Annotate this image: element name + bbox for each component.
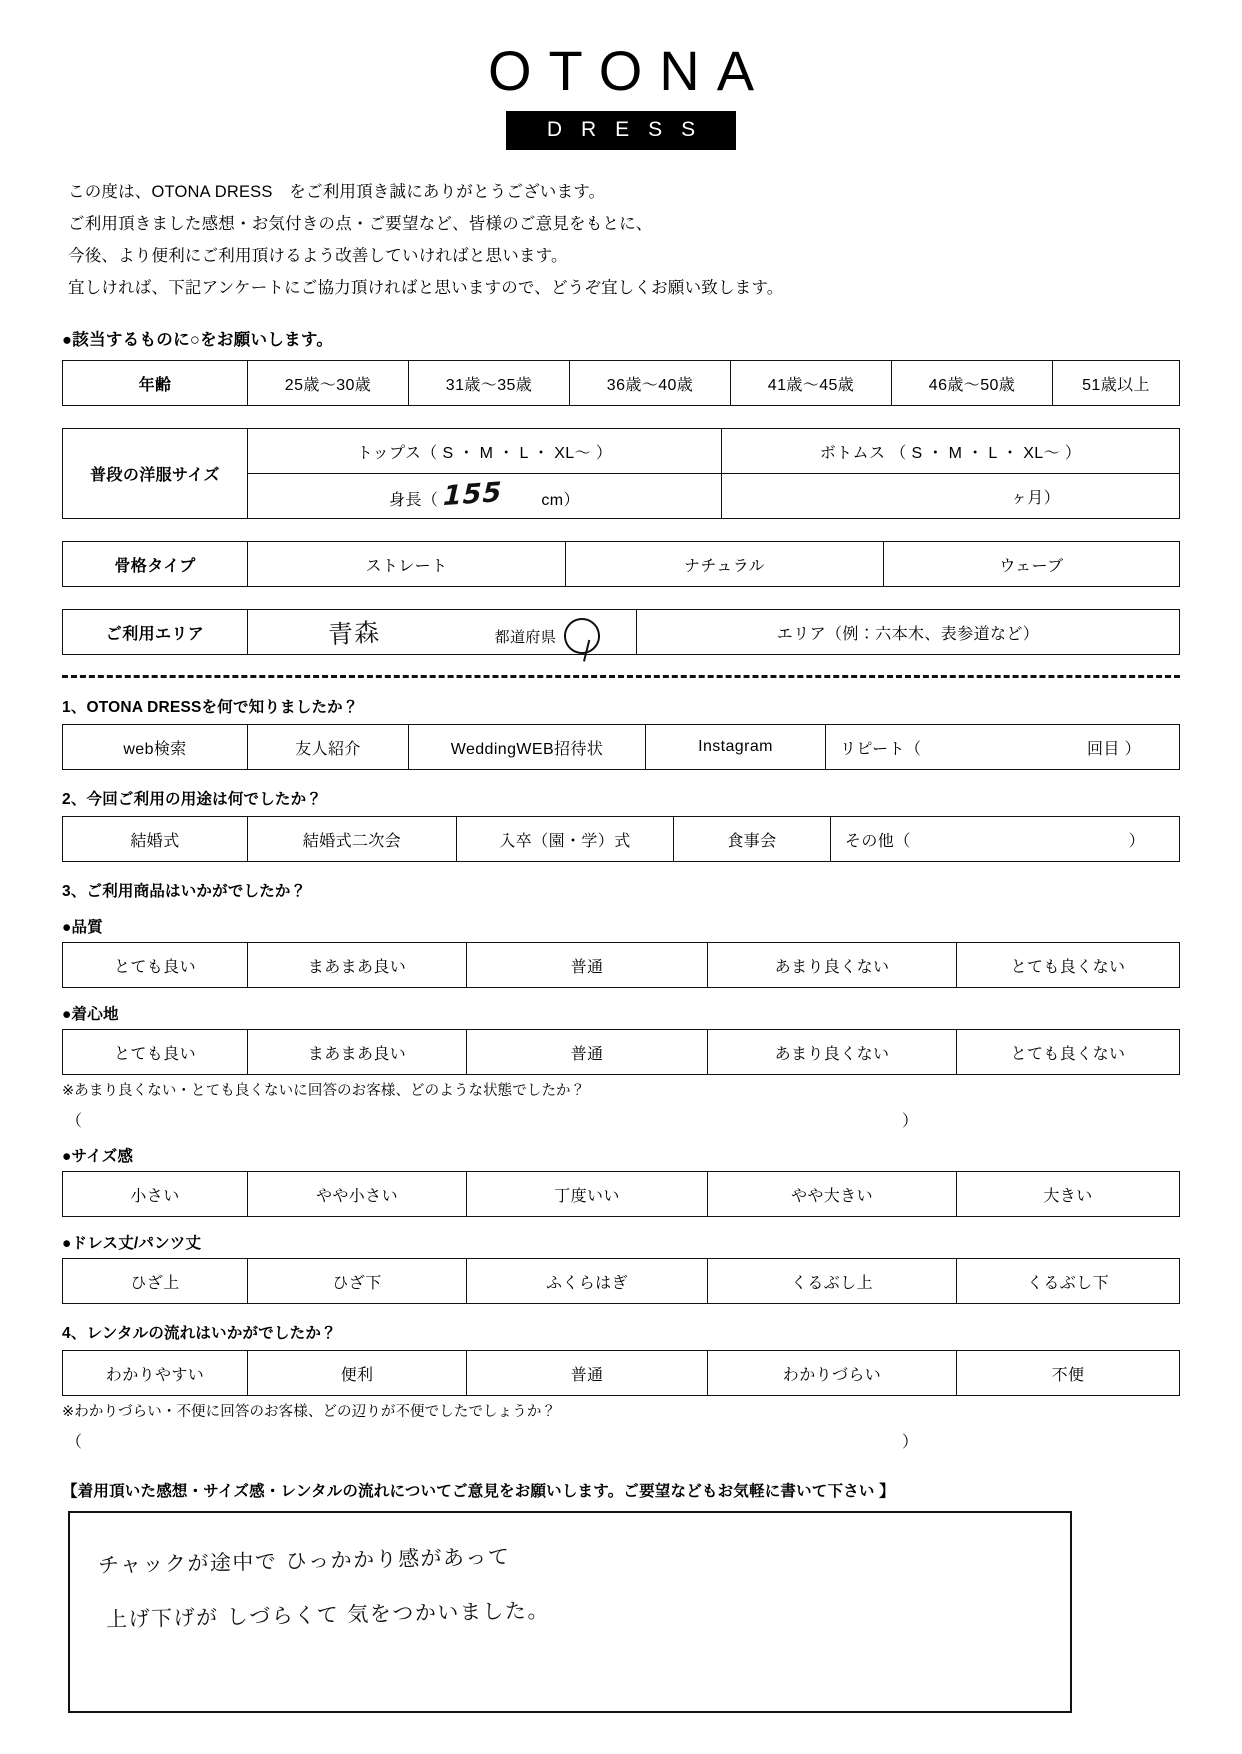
age-label: 年齢 — [63, 361, 248, 406]
size-feel-option-small[interactable]: 小さい — [63, 1172, 248, 1217]
age-table — [62, 360, 1180, 406]
age-option-51-plus[interactable]: 51歳以上 — [1053, 361, 1180, 406]
q3-comfort-paren-open: （ — [66, 1113, 83, 1131]
table-row — [63, 1030, 1180, 1075]
area-table — [62, 609, 1180, 655]
height-unit: cm） — [541, 491, 580, 509]
circle-instruction: ●該当するものに○をお願いします。 — [62, 331, 334, 350]
quality-option-not-very-good[interactable]: あまり良くない — [708, 943, 957, 988]
q3-size-feel-table — [62, 1171, 1180, 1217]
body-type-option-straight[interactable]: ストレート — [248, 542, 566, 587]
table-row — [63, 361, 1180, 406]
age-option-36-40[interactable]: 36歳〜40歳 — [570, 361, 731, 406]
q2-heading: 2、今回ご利用の用途は何でしたか？ — [62, 791, 323, 809]
q4-note: ※わかりづらい・不便に回答のお客様、どの辺りが不便でしたでしょうか？ — [62, 1404, 557, 1421]
size-feel-option-slightly-small[interactable]: やや小さい — [248, 1172, 467, 1217]
q1-option-friend-referral[interactable]: 友人紹介 — [248, 725, 409, 770]
table-row — [63, 817, 1180, 862]
q1-table — [62, 724, 1180, 770]
q1-repeat-count-label: 回目 ） — [1086, 740, 1141, 758]
q3-comfort-paren-close: ） — [902, 1113, 919, 1131]
q4-option-hard-to-understand[interactable]: わかりづらい — [708, 1351, 957, 1396]
intro-line-1: この度は、OTONA DRESS をご利用頂き誠にありがとうございます。 — [68, 182, 606, 201]
q2-other-label: その他（ — [845, 832, 911, 850]
intro-line-2: ご利用頂きました感想・お気付きの点・ご要望など、皆様のご意見をもとに、 — [68, 214, 653, 233]
quality-option-fairly-good[interactable]: まあまあ良い — [248, 943, 467, 988]
size-feel-option-slightly-big[interactable]: やや大きい — [708, 1172, 957, 1217]
section-divider — [62, 675, 1180, 678]
table-row — [63, 1259, 1180, 1304]
prefecture-cell[interactable] — [248, 610, 637, 655]
comment-heading: 【着用頂いた感想・サイズ感・レンタルの流れについてご意見をお願いします。ご要望などもお気軽に書いて下さい 】 — [62, 1483, 895, 1501]
q1-heading: 1、OTONA DRESSを何で知りましたか？ — [62, 699, 359, 717]
clothing-size-label: 普段の洋服サイズ — [63, 429, 248, 519]
intro-line-3: 今後、より便利にご利用頂けるよう改善していければと思います。 — [68, 247, 568, 266]
body-type-option-natural[interactable]: ナチュラル — [566, 542, 884, 587]
age-option-41-45[interactable]: 41歳〜45歳 — [731, 361, 892, 406]
maternity-cell[interactable] — [722, 474, 1180, 519]
brand-logo — [0, 0, 1242, 150]
q4-option-easy-to-understand[interactable]: わかりやすい — [63, 1351, 248, 1396]
prefecture-handwritten-value: 青森 — [327, 618, 381, 650]
area-label: ご利用エリア — [63, 610, 248, 655]
comment-textarea[interactable] — [68, 1511, 1072, 1713]
q3-comfort-label: ●着心地 — [62, 1006, 119, 1024]
maternity-unit: ヶ月） — [1010, 489, 1061, 507]
prefecture-suffix: 都道府県 — [494, 629, 557, 647]
table-row — [63, 1172, 1180, 1217]
q3-quality-label: ●品質 — [62, 919, 103, 937]
q3-length-label: ●ドレス丈/パンツ丈 — [62, 1235, 202, 1253]
clothing-size-table — [62, 428, 1180, 519]
q2-option-afterparty[interactable]: 結婚式二次会 — [248, 817, 457, 862]
q2-other-close: ） — [1128, 832, 1145, 850]
q3-comfort-note: ※あまり良くない・とても良くないに回答のお客様、どのような状態でしたか？ — [62, 1083, 586, 1100]
body-type-option-wave[interactable]: ウェーブ — [884, 542, 1180, 587]
pen-circle-prefecture — [562, 616, 603, 657]
q4-paren-close: ） — [902, 1434, 919, 1452]
q2-table — [62, 816, 1180, 862]
q1-option-instagram[interactable]: Instagram — [646, 725, 826, 770]
q4-option-normal[interactable]: 普通 — [467, 1351, 708, 1396]
comment-handwritten-line-2: 上げ下げが しづらくて 気をつかいました。 — [105, 1598, 551, 1633]
q4-paren-open: （ — [66, 1434, 83, 1452]
comfort-option-fairly-good[interactable]: まあまあ良い — [248, 1030, 467, 1075]
table-row — [63, 429, 1180, 474]
size-feel-option-just-right[interactable]: 丁度いい — [467, 1172, 708, 1217]
q3-quality-table — [62, 942, 1180, 988]
quality-option-normal[interactable]: 普通 — [467, 943, 708, 988]
height-cell[interactable] — [248, 474, 722, 519]
q2-option-ceremony[interactable]: 入卒（園・学）式 — [457, 817, 674, 862]
table-row — [63, 1351, 1180, 1396]
q3-comfort-answer-line[interactable] — [66, 1108, 1242, 1130]
body-type-table — [62, 541, 1180, 587]
body-type-label: 骨格タイプ — [63, 542, 248, 587]
logo-dress-text: DRESS — [506, 111, 736, 150]
q1-option-repeat[interactable] — [826, 725, 1180, 770]
q2-option-other[interactable] — [831, 817, 1180, 862]
height-label: 身長（ — [389, 491, 439, 509]
q3-length-table — [62, 1258, 1180, 1304]
tops-size-cell[interactable]: トップス（ S ・ M ・ L ・ XL〜 ） — [248, 429, 722, 474]
q3-size-feel-label: ●サイズ感 — [62, 1148, 134, 1166]
age-option-31-35[interactable]: 31歳〜35歳 — [409, 361, 570, 406]
length-option-calf[interactable]: ふくらはぎ — [467, 1259, 708, 1304]
intro-paragraph — [68, 176, 1242, 305]
q4-heading: 4、レンタルの流れはいかがでしたか？ — [62, 1325, 337, 1343]
q3-comfort-table — [62, 1029, 1180, 1075]
table-row — [63, 725, 1180, 770]
q1-repeat-label: リピート（ — [840, 740, 922, 758]
quality-option-very-good[interactable]: とても良い — [63, 943, 248, 988]
table-row — [63, 542, 1180, 587]
comfort-option-very-good[interactable]: とても良い — [63, 1030, 248, 1075]
q4-option-inconvenient[interactable]: 不便 — [957, 1351, 1180, 1396]
q4-option-convenient[interactable]: 便利 — [248, 1351, 467, 1396]
age-option-46-50[interactable]: 46歳〜50歳 — [892, 361, 1053, 406]
length-option-above-knee[interactable]: ひざ上 — [63, 1259, 248, 1304]
table-row — [63, 610, 1180, 655]
q2-option-wedding[interactable]: 結婚式 — [63, 817, 248, 862]
length-option-below-ankle[interactable]: くるぶし下 — [957, 1259, 1180, 1304]
comfort-option-very-bad[interactable]: とても良くない — [957, 1030, 1180, 1075]
comfort-option-normal[interactable]: 普通 — [467, 1030, 708, 1075]
q4-answer-line[interactable] — [66, 1429, 1242, 1451]
length-option-above-ankle[interactable]: くるぶし上 — [708, 1259, 957, 1304]
age-option-25-30[interactable]: 25歳〜30歳 — [248, 361, 409, 406]
height-handwritten-value: 155 — [442, 476, 503, 513]
comment-handwritten-line-1: チャックが途中で ひっかかり感があって — [97, 1545, 511, 1578]
intro-line-4: 宜しければ、下記アンケートにご協力頂ければと思いますので、どうぞ宜しくお願い致します。 — [68, 279, 784, 298]
q3-heading: 3、ご利用商品はいかがでしたか？ — [62, 883, 307, 901]
length-option-below-knee[interactable]: ひざ下 — [248, 1259, 467, 1304]
q1-option-wedding-web[interactable]: WeddingWEB招待状 — [409, 725, 646, 770]
size-feel-option-big[interactable]: 大きい — [957, 1172, 1180, 1217]
area-detail-cell[interactable]: エリア（例：六本木、表参道など） — [637, 610, 1180, 655]
quality-option-very-bad[interactable]: とても良くない — [957, 943, 1180, 988]
q1-option-web-search[interactable]: web検索 — [63, 725, 248, 770]
logo-otona-text: OTONA — [487, 39, 772, 102]
q2-option-dining[interactable]: 食事会 — [674, 817, 831, 862]
table-row — [63, 943, 1180, 988]
comfort-option-not-very-good[interactable]: あまり良くない — [708, 1030, 957, 1075]
bottoms-size-cell[interactable]: ボトムス （ S ・ M ・ L ・ XL〜 ） — [722, 429, 1180, 474]
q4-table — [62, 1350, 1180, 1396]
